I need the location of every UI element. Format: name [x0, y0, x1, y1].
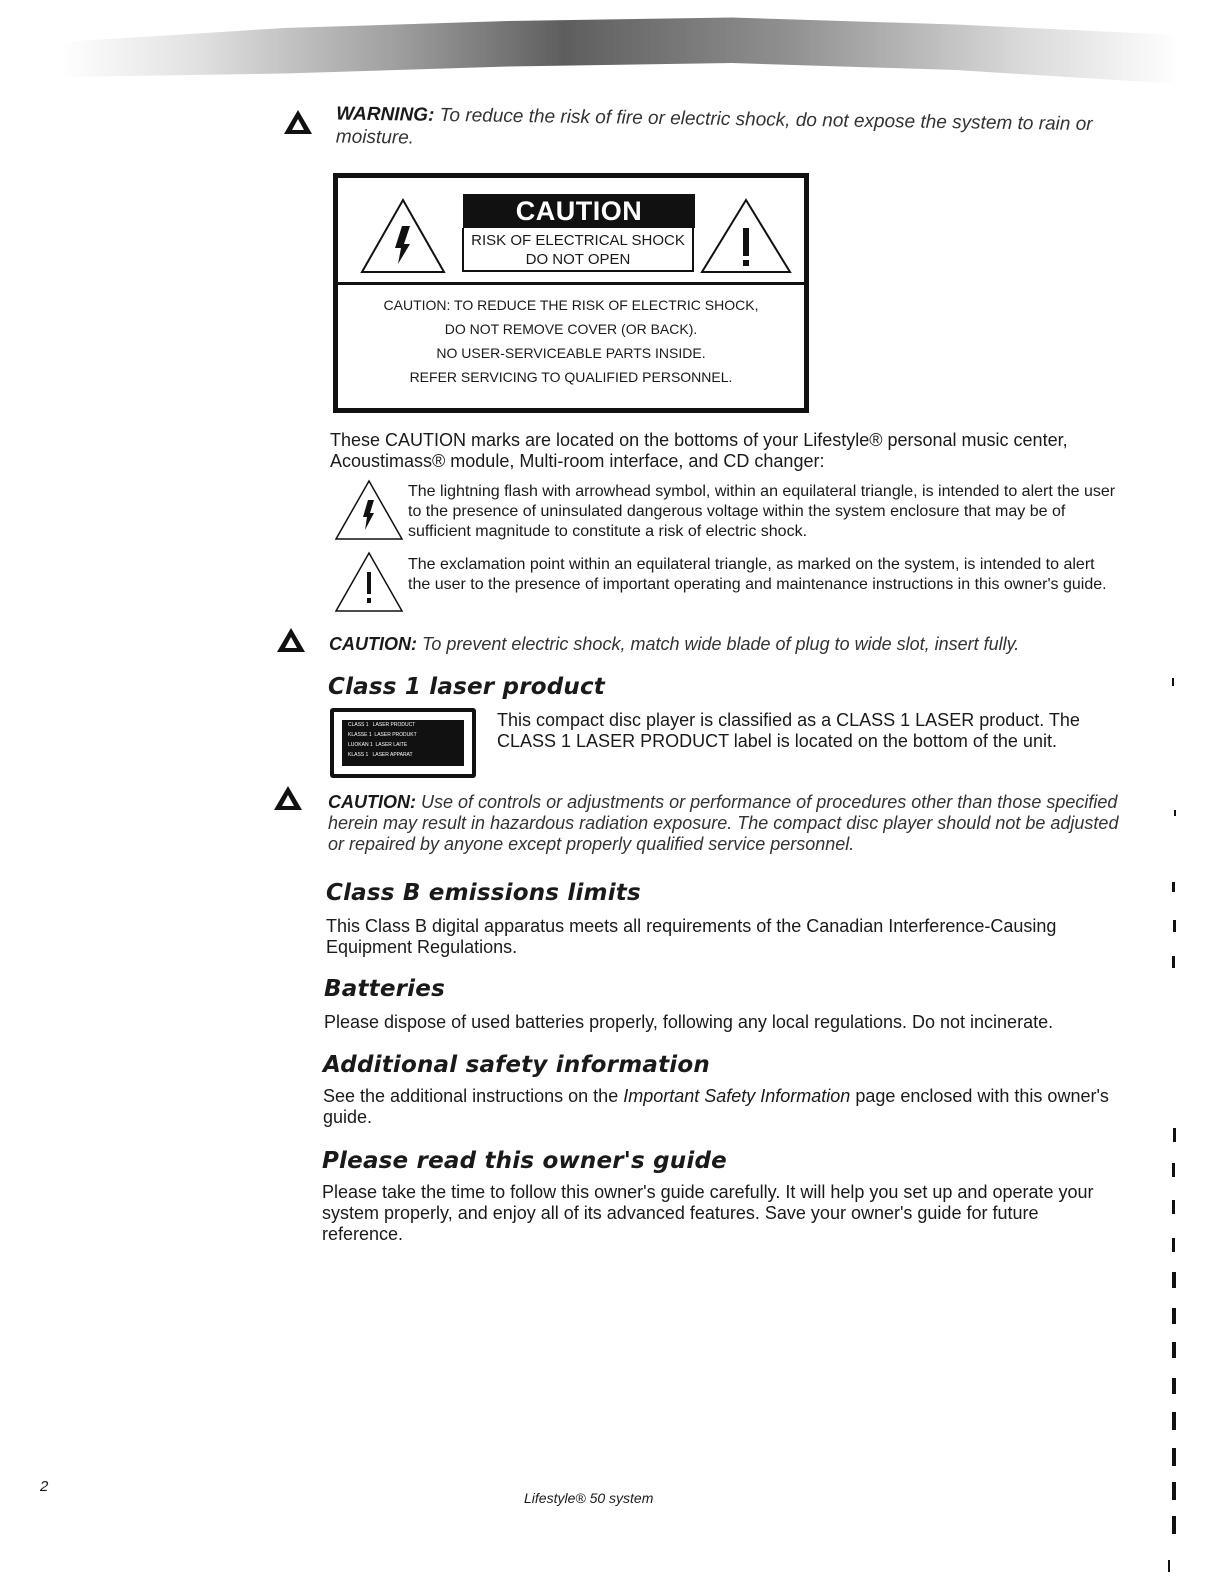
class-b-text: This Class B digital apparatus meets all requirements of the Canadian Interference-Causing Equipment Regulations.	[326, 916, 1057, 957]
laser-label-row: CLASS 1 LASER PRODUCT	[348, 722, 416, 728]
caution-label-box	[333, 173, 809, 413]
warning-label: WARNING:	[336, 103, 435, 126]
batteries-text: Please dispose of used batteries properly, following any local regulations. Do not incinerate.	[324, 1012, 1054, 1032]
additional-text: See the additional instructions on the Important Safety Information page enclosed with this owner's guide.	[323, 1086, 1109, 1127]
binding-edge-marks	[1160, 560, 1190, 1580]
exclamation-triangle-icon	[333, 550, 405, 614]
caution-line: NO USER-SERVICEABLE PARTS INSIDE.	[436, 345, 706, 361]
important-safety-ref: Important Safety Information	[623, 1086, 851, 1106]
caution-line: REFER SERVICING TO QUALIFIED PERSONNEL.	[409, 369, 733, 385]
laser-text: This compact disc player is classified as a CLASS 1 LASER product. The CLASS 1 LASER PRODUCT label is located on the bottom of the unit.	[497, 710, 1080, 751]
caution-title: CAUTION	[463, 194, 695, 228]
lightning-symbol-text: The lightning flash with arrowhead symbol, within an equilateral triangle, is intended to alert the user to the presence of uninsulated dangerous voltage within the system enclosure that may be of sufficient magnitude to constitute a risk of electric shock.	[408, 483, 1116, 540]
caution-line: DO NOT REMOVE COVER (OR BACK).	[444, 321, 698, 337]
caution-plug-label: CAUTION:	[329, 634, 417, 654]
page-number: 2	[40, 1478, 49, 1495]
caution-box-divider	[338, 282, 804, 285]
read-guide-text: Please take the time to follow this owner's guide carefully. It will help you set up and operate your system properly, and enjoy all of its advanced features. Save your owner's guide for future reference.	[322, 1182, 1094, 1244]
warning-paragraph	[336, 102, 1127, 159]
laser-heading: Class 1 laser product	[328, 674, 605, 700]
caution-controls-text: Use of controls or adjustments or performance of procedures other than those specified herein may result in hazardous radiation exposure. The compact disc player should not be adjusted or repaired by anyone except properly qualified service personnel.	[328, 792, 1119, 854]
exclamation-symbol-text: The exclamation point within an equilateral triangle, as marked on the system, is intended to alert the user to the presence of important operating and maintenance instructions in this owner's guide.	[408, 556, 1107, 593]
caution-box-top	[338, 178, 804, 282]
batteries-heading: Batteries	[324, 976, 445, 1002]
caution-box-lines	[338, 293, 804, 389]
lightning-triangle-icon	[358, 196, 448, 276]
exclamation-triangle-icon	[698, 196, 794, 276]
caution-plug-text: To prevent electric shock, match wide blade of plug to wide slot, insert fully.	[422, 634, 1020, 654]
caution-controls-label: CAUTION:	[328, 792, 416, 812]
caution-risk-text	[462, 228, 694, 272]
laser-label-inner	[342, 720, 464, 766]
laser-label-row: KLASSE 1 LASER PRODUKT	[348, 732, 417, 738]
caution-controls-paragraph	[328, 792, 1130, 855]
caution-plug-paragraph	[329, 633, 1129, 655]
laser-label-row: LUOKAN 1 LASER LAITE	[348, 742, 408, 748]
scan-artifact-band	[60, 14, 1180, 84]
lightning-triangle-icon	[333, 478, 405, 542]
caution-triangle-icon	[272, 784, 304, 812]
laser-label-row: KLASS 1 LASER APPARAT	[348, 752, 413, 758]
caution-line: CAUTION: TO REDUCE THE RISK OF ELECTRIC SHOCK,	[383, 297, 759, 313]
additional-heading: Additional safety information	[323, 1052, 710, 1078]
risk-line-1: RISK OF ELECTRICAL SHOCK	[471, 232, 685, 249]
risk-line-2: DO NOT OPEN	[525, 251, 631, 268]
caution-triangle-icon	[275, 626, 307, 654]
laser-product-label	[330, 708, 476, 778]
footer-title: Lifestyle® 50 system	[524, 1490, 654, 1506]
marks-intro: These CAUTION marks are located on the bottoms of your Lifestyle® personal music center, Acoustimass® module, Multi-room interface, and CD changer:	[330, 430, 1068, 471]
read-guide-heading: Please read this owner's guide	[322, 1148, 727, 1174]
warning-triangle-icon	[282, 108, 314, 136]
warning-text: To reduce the risk of fire or electric shock, do not expose the system to rain or moisture.	[335, 104, 1093, 149]
class-b-heading: Class B emissions limits	[326, 880, 641, 906]
